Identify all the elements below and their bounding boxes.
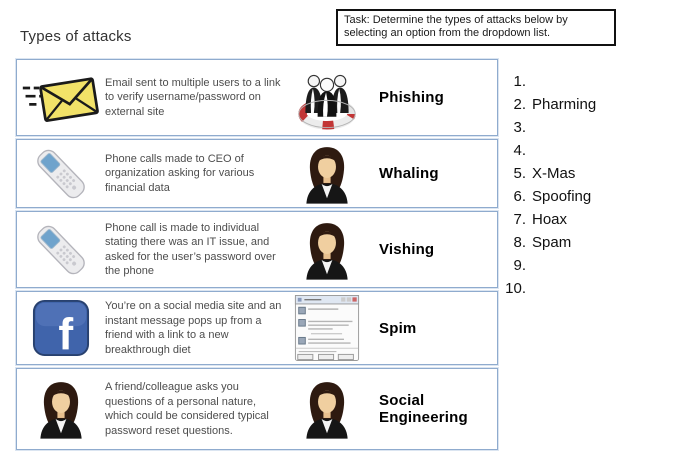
answer-slot-1 (498, 70, 674, 93)
people-lifebuoy-icon (296, 66, 358, 130)
answer-number: 3. (513, 119, 526, 136)
attack-dropdown-selection[interactable]: Whaling (379, 165, 439, 182)
woman-avatar-icon (301, 220, 353, 280)
page-title: Types of attacks (20, 28, 132, 45)
woman-avatar-icon (35, 379, 87, 439)
attack-dropdown-selection[interactable]: Vishing (379, 241, 435, 258)
answer-number: 1. (513, 73, 526, 90)
answer-value[interactable]: Spoofing (532, 188, 592, 205)
answer-icon-cell (285, 379, 369, 439)
attack-row-spim (16, 291, 498, 365)
flip-phone-icon (25, 146, 97, 202)
attack-description: Phone calls made to CEO of organization asking for various financial data (105, 152, 255, 194)
answer-number: 8. (513, 234, 526, 251)
attack-row-phishing (16, 59, 498, 136)
answer-value[interactable]: Spam (532, 234, 572, 251)
answer-slot-4 (498, 139, 674, 162)
attack-description: A friend/colleague asks you questions of a personal nature, which could be considered typical password reset questions. (105, 381, 269, 437)
answer-number: 7. (513, 211, 526, 228)
answer-value[interactable]: Pharming (532, 96, 597, 113)
facebook-icon (32, 299, 90, 357)
answer-number: 10. (505, 280, 526, 297)
answer-dropdown-list (498, 70, 674, 300)
answer-number: 9. (513, 257, 526, 274)
answer-slot-8 (498, 231, 674, 254)
scenario-icon-cell (17, 379, 105, 439)
answer-icon-cell (285, 144, 369, 204)
attack-row-vishing (16, 211, 498, 288)
attack-rows (16, 59, 498, 453)
answer-slot-6 (498, 185, 674, 208)
task-instruction-text: Task: Determine the types of attacks below by selecting an option from the dropdown list. (344, 14, 568, 39)
answer-number: 5. (513, 165, 526, 182)
scenario-icon-cell (17, 222, 105, 278)
attack-description: You’re on a social media site and an instant message pops up from a friend with a link to a new breakthrough diet (105, 300, 282, 356)
im-chat-window-icon (294, 294, 360, 362)
attack-dropdown-selection[interactable]: Spim (379, 319, 417, 337)
answer-value[interactable]: X-Mas (532, 165, 576, 182)
answer-slot-9 (498, 254, 674, 277)
answer-number: 6. (513, 188, 526, 205)
scenario-icon-cell (17, 68, 105, 128)
speeding-email-icon (20, 68, 102, 128)
attack-row-whaling (16, 139, 498, 208)
attack-description: Email sent to multiple users to a link to verify username/password on external site (105, 76, 281, 118)
scenario-icon-cell (17, 146, 105, 202)
woman-avatar-icon (301, 144, 353, 204)
answer-icon-cell (285, 294, 369, 362)
answer-number: 2. (513, 96, 526, 113)
scenario-icon-cell (17, 299, 105, 357)
woman-avatar-icon (301, 379, 353, 439)
answer-value[interactable]: Hoax (532, 211, 568, 228)
attack-row-social-engineering (16, 368, 498, 450)
attack-dropdown-selection[interactable]: Phishing (379, 89, 444, 106)
attack-description: Phone call is made to individual stating there was an IT issue, and asked for the user’s password over the phone (105, 221, 276, 277)
svg-text:f: f (58, 310, 74, 357)
answer-slot-10 (498, 277, 674, 300)
answer-icon-cell (285, 220, 369, 280)
answer-slot-7 (498, 208, 674, 231)
answer-icon-cell (285, 66, 369, 130)
flip-phone-icon (25, 222, 97, 278)
answer-slot-2 (498, 93, 674, 116)
answer-slot-3 (498, 116, 674, 139)
attack-dropdown-selection[interactable]: Social Engineering (379, 392, 468, 426)
task-instruction-box (336, 9, 616, 46)
answer-number: 4. (513, 142, 526, 159)
answer-slot-5 (498, 162, 674, 185)
